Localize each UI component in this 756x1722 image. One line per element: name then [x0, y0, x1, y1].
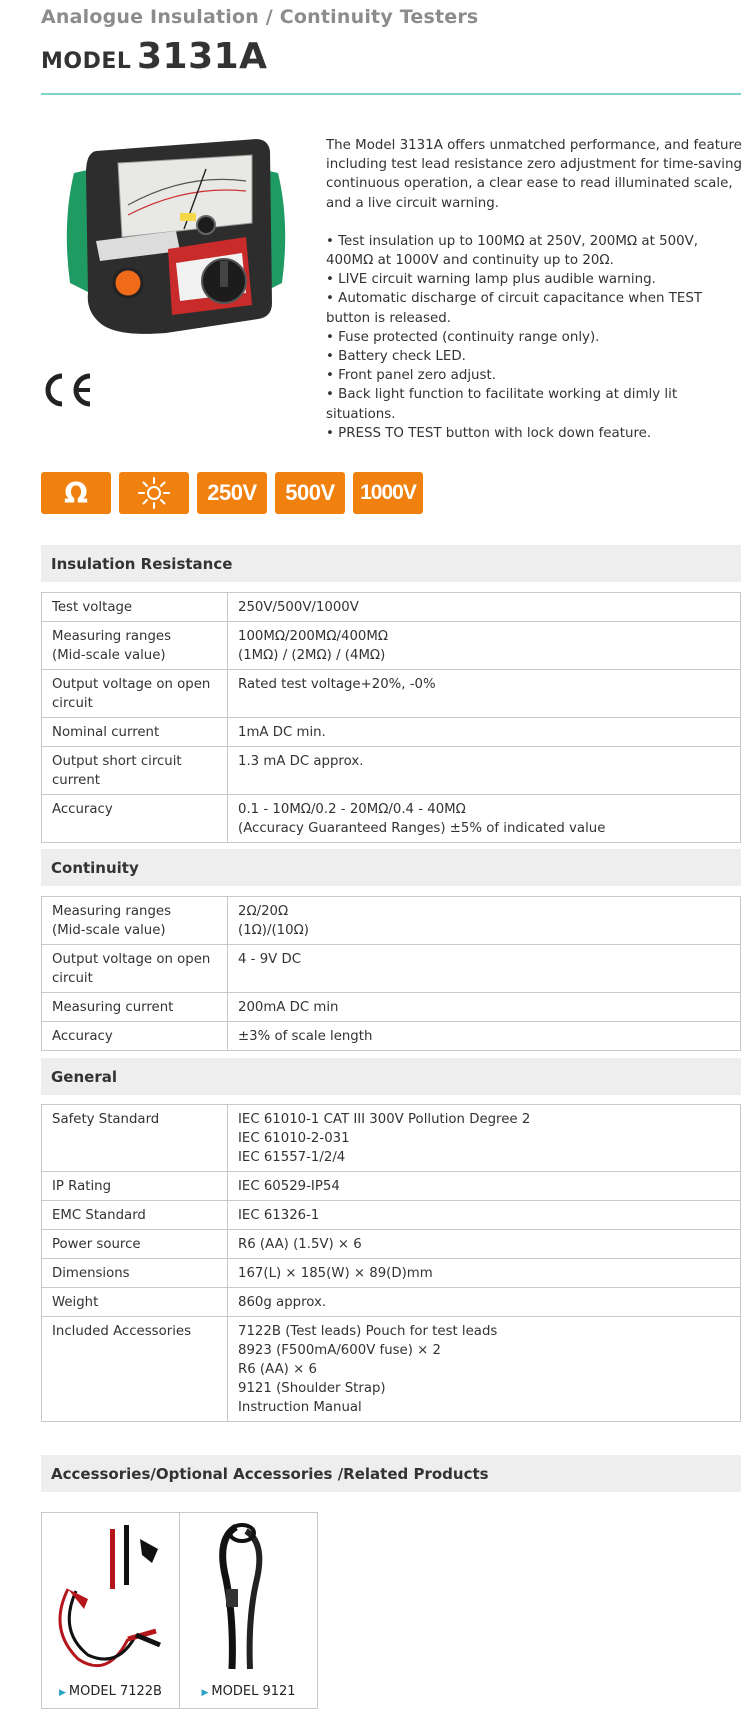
spec-key: Safety Standard [42, 1105, 228, 1172]
spec-key: Power source [42, 1230, 228, 1259]
model-prefix: MODEL [41, 49, 132, 74]
feature-list [326, 232, 746, 443]
table-row [42, 1201, 741, 1230]
ce-mark-icon [40, 370, 96, 410]
spec-key: Output voltage on open circuit [42, 670, 228, 718]
feature-item: • LIVE circuit warning lamp plus audible warning. [326, 272, 656, 288]
backlight-icon [119, 472, 189, 514]
spec-value: 200mA DC min [228, 993, 741, 1022]
table-row [42, 795, 741, 843]
spec-key: Accuracy [42, 795, 228, 843]
spec-value: 860g approx. [228, 1288, 741, 1317]
table-row [42, 945, 741, 993]
table-row [42, 1022, 741, 1051]
spec-key: Nominal current [42, 718, 228, 747]
table-row [42, 1317, 741, 1422]
feature-item: • Automatic discharge of circuit capacitance when TEST button is released. [326, 291, 703, 326]
product-category: Analogue Insulation / Continuity Testers [41, 6, 479, 28]
feature-icon-row [41, 472, 423, 514]
table-row [42, 897, 741, 945]
spec-key: EMC Standard [42, 1201, 228, 1230]
spec-value: IEC 61326-1 [228, 1201, 741, 1230]
volt-250-icon: 250V [197, 472, 267, 514]
spec-value: Rated test voltage+20%, -0% [228, 670, 741, 718]
insulation-spec-table [41, 592, 741, 843]
volt-1000-icon: 1000V [353, 472, 423, 514]
table-row [42, 593, 741, 622]
spec-key: Weight [42, 1288, 228, 1317]
spec-key: IP Rating [42, 1172, 228, 1201]
arrow-right-icon: ▶ [201, 1688, 209, 1698]
spec-value: 4 - 9V DC [228, 945, 741, 993]
table-row [42, 993, 741, 1022]
table-row [42, 670, 741, 718]
ohm-symbol: Ω [64, 476, 88, 510]
accessory-model: MODEL 7122B [68, 1684, 162, 1699]
spec-key: Output short circuit current [42, 747, 228, 795]
accessories-list [41, 1512, 317, 1709]
spec-key: Measuring ranges (Mid-scale value) [42, 622, 228, 670]
spec-value: 100MΩ/200MΩ/400MΩ (1MΩ) / (2MΩ) / (4MΩ) [228, 622, 741, 670]
accessory-label[interactable] [42, 1684, 179, 1699]
spec-key: Test voltage [42, 593, 228, 622]
title-divider [41, 93, 741, 95]
spec-key: Measuring ranges (Mid-scale value) [42, 897, 228, 945]
accessory-label[interactable] [180, 1684, 317, 1699]
table-row [42, 1230, 741, 1259]
sun-icon [137, 476, 171, 510]
spec-key: Included Accessories [42, 1317, 228, 1422]
table-row [42, 747, 741, 795]
section-title-continuity: Continuity [41, 849, 741, 886]
spec-key: Measuring current [42, 993, 228, 1022]
feature-item: • Test insulation up to 100MΩ at 250V, 200MΩ at 500V, 400MΩ at 1000V and continuity up to 20Ω. [326, 233, 699, 269]
feature-item: • PRESS TO TEST button with lock down feature. [326, 425, 652, 441]
page-title [41, 36, 268, 77]
general-spec-table [41, 1104, 741, 1422]
spec-value: 167(L) × 185(W) × 89(D)mm [228, 1259, 741, 1288]
spec-value: 2Ω/20Ω (1Ω)/(10Ω) [228, 897, 741, 945]
table-row [42, 1172, 741, 1201]
accessory-card-7122b[interactable] [41, 1512, 180, 1709]
table-row [42, 622, 741, 670]
test-leads-photo [48, 1519, 175, 1674]
model-number: 3131A [136, 36, 268, 77]
spec-value: 1mA DC min. [228, 718, 741, 747]
spec-value: IEC 61010-1 CAT III 300V Pollution Degree 2 IEC 61010-2-031 IEC 61557-1/2/4 [228, 1105, 741, 1172]
product-photo [56, 133, 296, 343]
spec-key: Accuracy [42, 1022, 228, 1051]
continuity-spec-table [41, 896, 741, 1051]
feature-item: • Front panel zero adjust. [326, 368, 497, 384]
accessory-model: MODEL 9121 [211, 1684, 296, 1699]
section-title-general: General [41, 1058, 741, 1095]
section-title-insulation: Insulation Resistance [41, 545, 741, 582]
arrow-right-icon: ▶ [59, 1688, 66, 1698]
shoulder-strap-photo [186, 1519, 313, 1674]
section-title-accessories: Accessories/Optional Accessories /Related Products [41, 1455, 741, 1492]
spec-value: 1.3 mA DC approx. [228, 747, 741, 795]
product-description [326, 136, 746, 443]
spec-value: 0.1 - 10MΩ/0.2 - 20MΩ/0.4 - 40MΩ (Accuracy Guaranteed Ranges) ±5% of indicated value [228, 795, 741, 843]
spec-key: Output voltage on open circuit [42, 945, 228, 993]
spec-value: 7122B (Test leads) Pouch for test leads 8923 (F500mA/600V fuse) × 2 R6 (AA) × 6 9121 (Shoulder Strap) Instruction Manual [228, 1317, 741, 1422]
spec-value: R6 (AA) (1.5V) × 6 [228, 1230, 741, 1259]
spec-value: ±3% of scale length [228, 1022, 741, 1051]
spec-value: IEC 60529-IP54 [228, 1172, 741, 1201]
ohm-icon [41, 472, 111, 514]
feature-item: • Fuse protected (continuity range only). [326, 329, 600, 345]
spec-key: Dimensions [42, 1259, 228, 1288]
spec-value: 250V/500V/1000V [228, 593, 741, 622]
table-row [42, 718, 741, 747]
accessory-card-9121[interactable] [179, 1512, 318, 1709]
table-row [42, 1105, 741, 1172]
feature-item: • Back light function to facilitate working at dimly lit situations. [326, 387, 678, 422]
feature-item: • Battery check LED. [326, 349, 466, 365]
description-intro: The Model 3131A offers unmatched performance, and feature including test lead resistance zero adjustment for time-saving continuous operation, a clear ease to read illuminated scale, and a live circuit warning. [326, 138, 742, 211]
volt-500-icon: 500V [275, 472, 345, 514]
table-row [42, 1259, 741, 1288]
table-row [42, 1288, 741, 1317]
